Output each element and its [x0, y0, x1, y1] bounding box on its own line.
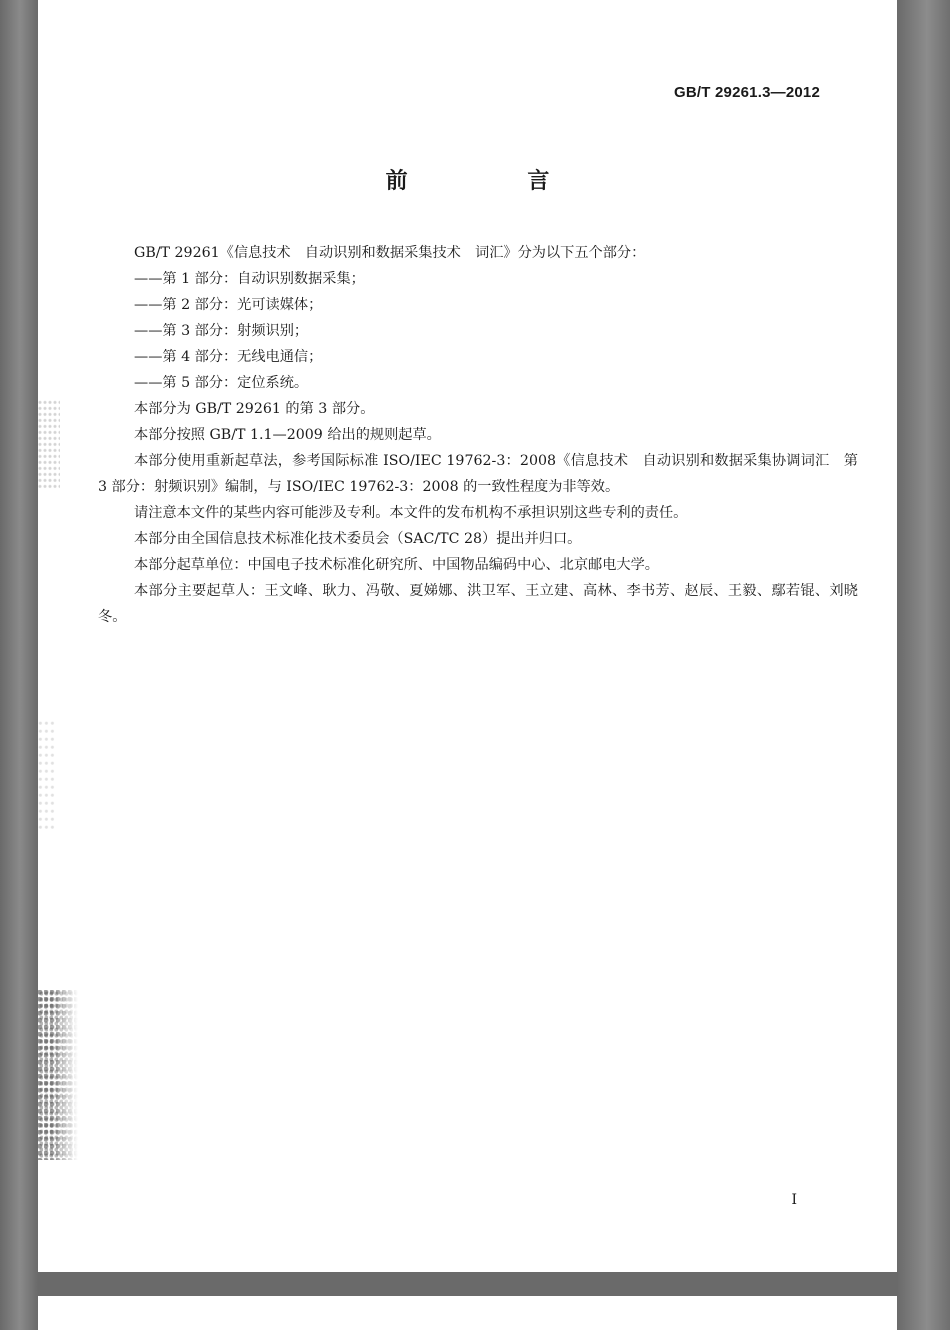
list-item-part-2: ——第 2 部分：光可读媒体；	[134, 297, 323, 313]
scan-noise	[38, 720, 56, 830]
scan-noise	[38, 400, 60, 490]
paragraph-intro: GB/T 29261《信息技术 自动识别和数据采集技术 词汇》分为以下五个部分：	[134, 245, 646, 261]
foreword-body	[98, 240, 858, 630]
paragraph-drafting-units: 本部分起草单位：中国电子技术标准化研究所、中国物品编码中心、北京邮电大学。	[134, 557, 659, 573]
list-item-part-3: ——第 3 部分：射频识别；	[134, 323, 309, 339]
viewer-margin-right	[897, 0, 950, 1330]
paragraph-drafting-rules: 本部分按照 GB/T 1.1—2009 给出的规则起草。	[134, 427, 441, 443]
list-item-part-1: ——第 1 部分：自动识别数据采集；	[134, 271, 365, 287]
page-number: I	[791, 1192, 797, 1208]
list-item-part-5: ——第 5 部分：定位系统。	[134, 375, 309, 391]
list-item-part-4: ——第 4 部分：无线电通信；	[134, 349, 323, 365]
paragraph-part-statement: 本部分为 GB/T 29261 的第 3 部分。	[134, 401, 375, 417]
paragraph-drafters: 本部分主要起草人：王文峰、耿力、冯敬、夏娣娜、洪卫军、王立建、高林、李书芳、赵辰、王毅、鄢若锟、刘晓冬。	[98, 583, 858, 625]
standard-number: GB/T 29261.3—2012	[674, 84, 820, 101]
scan-noise	[38, 990, 78, 1160]
document-page	[38, 0, 897, 1272]
page-title: 前 言	[385, 169, 606, 194]
paragraph-proposer: 本部分由全国信息技术标准化技术委员会（SAC/TC 28）提出并归口。	[134, 531, 582, 547]
paragraph-patent-notice: 请注意本文件的某些内容可能涉及专利。本文件的发布机构不承担识别这些专利的责任。	[134, 505, 688, 521]
paragraph-reference-standard: 本部分使用重新起草法，参考国际标准 ISO/IEC 19762-3：2008《信息技术 自动识别和数据采集协调词汇 第 3 部分：射频识别》编制，与 ISO/IEC 19762-3：2008 的一致性程度为非等效。	[98, 453, 858, 495]
next-page-edge	[38, 1296, 897, 1330]
